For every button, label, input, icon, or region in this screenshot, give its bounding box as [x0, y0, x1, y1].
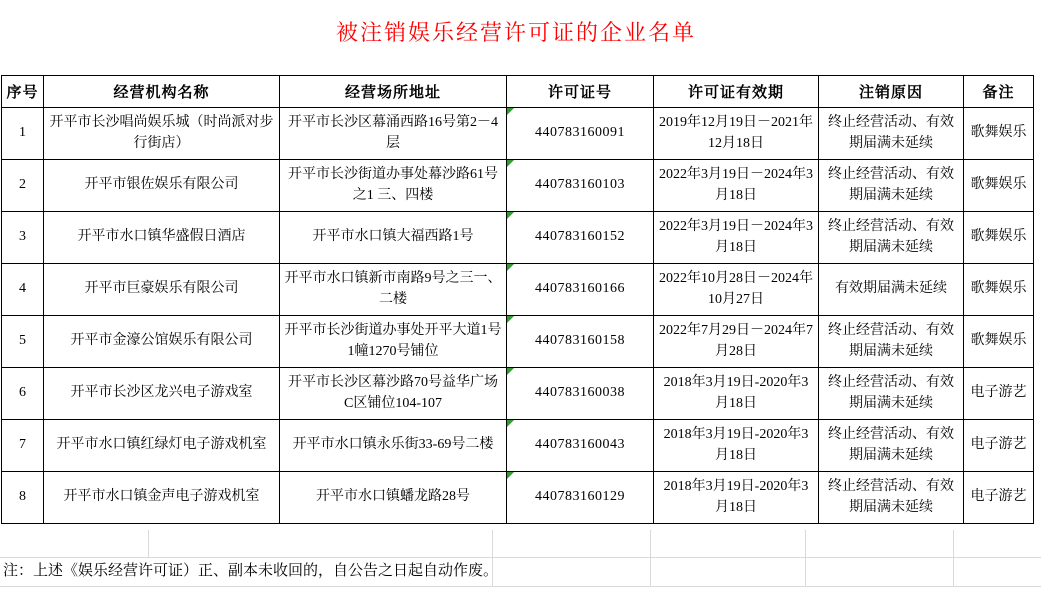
- col-header-name: 经营机构名称: [44, 76, 280, 108]
- cell-no: 1: [2, 108, 44, 160]
- cell-reason: 有效期届满未延续: [819, 264, 964, 316]
- col-header-reason: 注销原因: [819, 76, 964, 108]
- table-row: [2, 368, 1034, 420]
- excel-error-triangle-icon: [507, 472, 514, 479]
- cell-address: 开平市长沙区幕涌西路16号第2－4层: [280, 108, 507, 160]
- excel-error-triangle-icon: [507, 420, 514, 427]
- excel-error-triangle-icon: [507, 108, 514, 115]
- table-row: [2, 472, 1034, 524]
- cell-reason: 终止经营活动、有效期届满未延续: [819, 368, 964, 420]
- cell-validity: 2019年12月19日－2021年12月18日: [654, 108, 819, 160]
- excel-error-triangle-icon: [507, 368, 514, 375]
- table-row: [2, 212, 1034, 264]
- table-row: [2, 420, 1034, 472]
- cell-address: 开平市水口镇新市南路9号之三一、二楼: [280, 264, 507, 316]
- excel-error-triangle-icon: [507, 212, 514, 219]
- cell-reason: 终止经营活动、有效期届满未延续: [819, 108, 964, 160]
- cell-address: 开平市长沙街道办事处幕沙路61号之1 三、四楼: [280, 160, 507, 212]
- cell-no: 3: [2, 212, 44, 264]
- cell-no: 7: [2, 420, 44, 472]
- cell-license: 440783160129: [507, 472, 654, 524]
- cell-license: 440783160158: [507, 316, 654, 368]
- cell-name: 开平市金濠公馆娱乐有限公司: [44, 316, 280, 368]
- cell-name: 开平市巨豪娱乐有限公司: [44, 264, 280, 316]
- footnote: 注：上述《娱乐经营许可证）正、副本未收回的，自公告之日起自动作废。: [3, 563, 499, 579]
- cell-license: 440783160091: [507, 108, 654, 160]
- col-header-validity: 许可证有效期: [654, 76, 819, 108]
- cell-validity: 2018年3月19日-2020年3月18日: [654, 420, 819, 472]
- cell-remark: 歌舞娱乐: [964, 212, 1034, 264]
- page-title: 被注销娱乐经营许可证的企业名单: [335, 20, 696, 45]
- cell-remark: 电子游艺: [964, 368, 1034, 420]
- table-row: [2, 264, 1034, 316]
- col-header-remark: 备注: [964, 76, 1034, 108]
- cell-validity: 2022年3月19日－2024年3月18日: [654, 212, 819, 264]
- cell-validity: 2022年7月29日－2024年7月28日: [654, 316, 819, 368]
- cell-remark: 歌舞娱乐: [964, 316, 1034, 368]
- cell-validity: 2022年3月19日－2024年3月18日: [654, 160, 819, 212]
- cell-no: 5: [2, 316, 44, 368]
- cell-no: 2: [2, 160, 44, 212]
- excel-error-triangle-icon: [507, 160, 514, 167]
- cell-no: 4: [2, 264, 44, 316]
- cell-remark: 歌舞娱乐: [964, 160, 1034, 212]
- gridline: [148, 530, 149, 557]
- cell-validity: 2018年3月19日-2020年3月18日: [654, 368, 819, 420]
- cell-reason: 终止经营活动、有效期届满未延续: [819, 316, 964, 368]
- table-row: [2, 316, 1034, 368]
- cell-name: 开平市水口镇华盛假日酒店: [44, 212, 280, 264]
- cell-license: 440783160152: [507, 212, 654, 264]
- cell-name: 开平市水口镇金声电子游戏机室: [44, 472, 280, 524]
- excel-error-triangle-icon: [507, 316, 514, 323]
- cell-name: 开平市银佐娱乐有限公司: [44, 160, 280, 212]
- cell-no: 8: [2, 472, 44, 524]
- col-header-no: 序号: [2, 76, 44, 108]
- cell-address: 开平市水口镇蟠龙路28号: [280, 472, 507, 524]
- cell-address: 开平市长沙区幕沙路70号益华广场C区铺位104-107: [280, 368, 507, 420]
- table-row: [2, 108, 1034, 160]
- excel-error-triangle-icon: [507, 264, 514, 271]
- cell-license: 440783160043: [507, 420, 654, 472]
- cell-reason: 终止经营活动、有效期届满未延续: [819, 160, 964, 212]
- cell-no: 6: [2, 368, 44, 420]
- cell-validity: 2018年3月19日-2020年3月18日: [654, 472, 819, 524]
- table-row: [2, 160, 1034, 212]
- cell-address: 开平市长沙街道办事处开平大道1号1幢1270号铺位: [280, 316, 507, 368]
- cell-remark: 电子游艺: [964, 472, 1034, 524]
- cell-license: 440783160103: [507, 160, 654, 212]
- cancelled-license-table: [1, 75, 1034, 524]
- header-row: [2, 76, 1034, 108]
- cell-name: 开平市长沙区龙兴电子游戏室: [44, 368, 280, 420]
- cell-name: 开平市水口镇红绿灯电子游戏机室: [44, 420, 280, 472]
- cell-license: 440783160166: [507, 264, 654, 316]
- col-header-license: 许可证号: [507, 76, 654, 108]
- col-header-address: 经营场所地址: [280, 76, 507, 108]
- cell-address: 开平市水口镇大福西路1号: [280, 212, 507, 264]
- cell-reason: 终止经营活动、有效期届满未延续: [819, 212, 964, 264]
- cell-remark: 电子游艺: [964, 420, 1034, 472]
- cell-reason: 终止经营活动、有效期届满未延续: [819, 472, 964, 524]
- gridline: [0, 586, 1041, 587]
- cell-reason: 终止经营活动、有效期届满未延续: [819, 420, 964, 472]
- cell-validity: 2022年10月28日－2024年10月27日: [654, 264, 819, 316]
- cell-remark: 歌舞娱乐: [964, 108, 1034, 160]
- cell-license: 440783160038: [507, 368, 654, 420]
- cell-address: 开平市水口镇永乐街33-69号二楼: [280, 420, 507, 472]
- cell-remark: 歌舞娱乐: [964, 264, 1034, 316]
- cell-name: 开平市长沙唱尚娱乐城（时尚派对步行街店）: [44, 108, 280, 160]
